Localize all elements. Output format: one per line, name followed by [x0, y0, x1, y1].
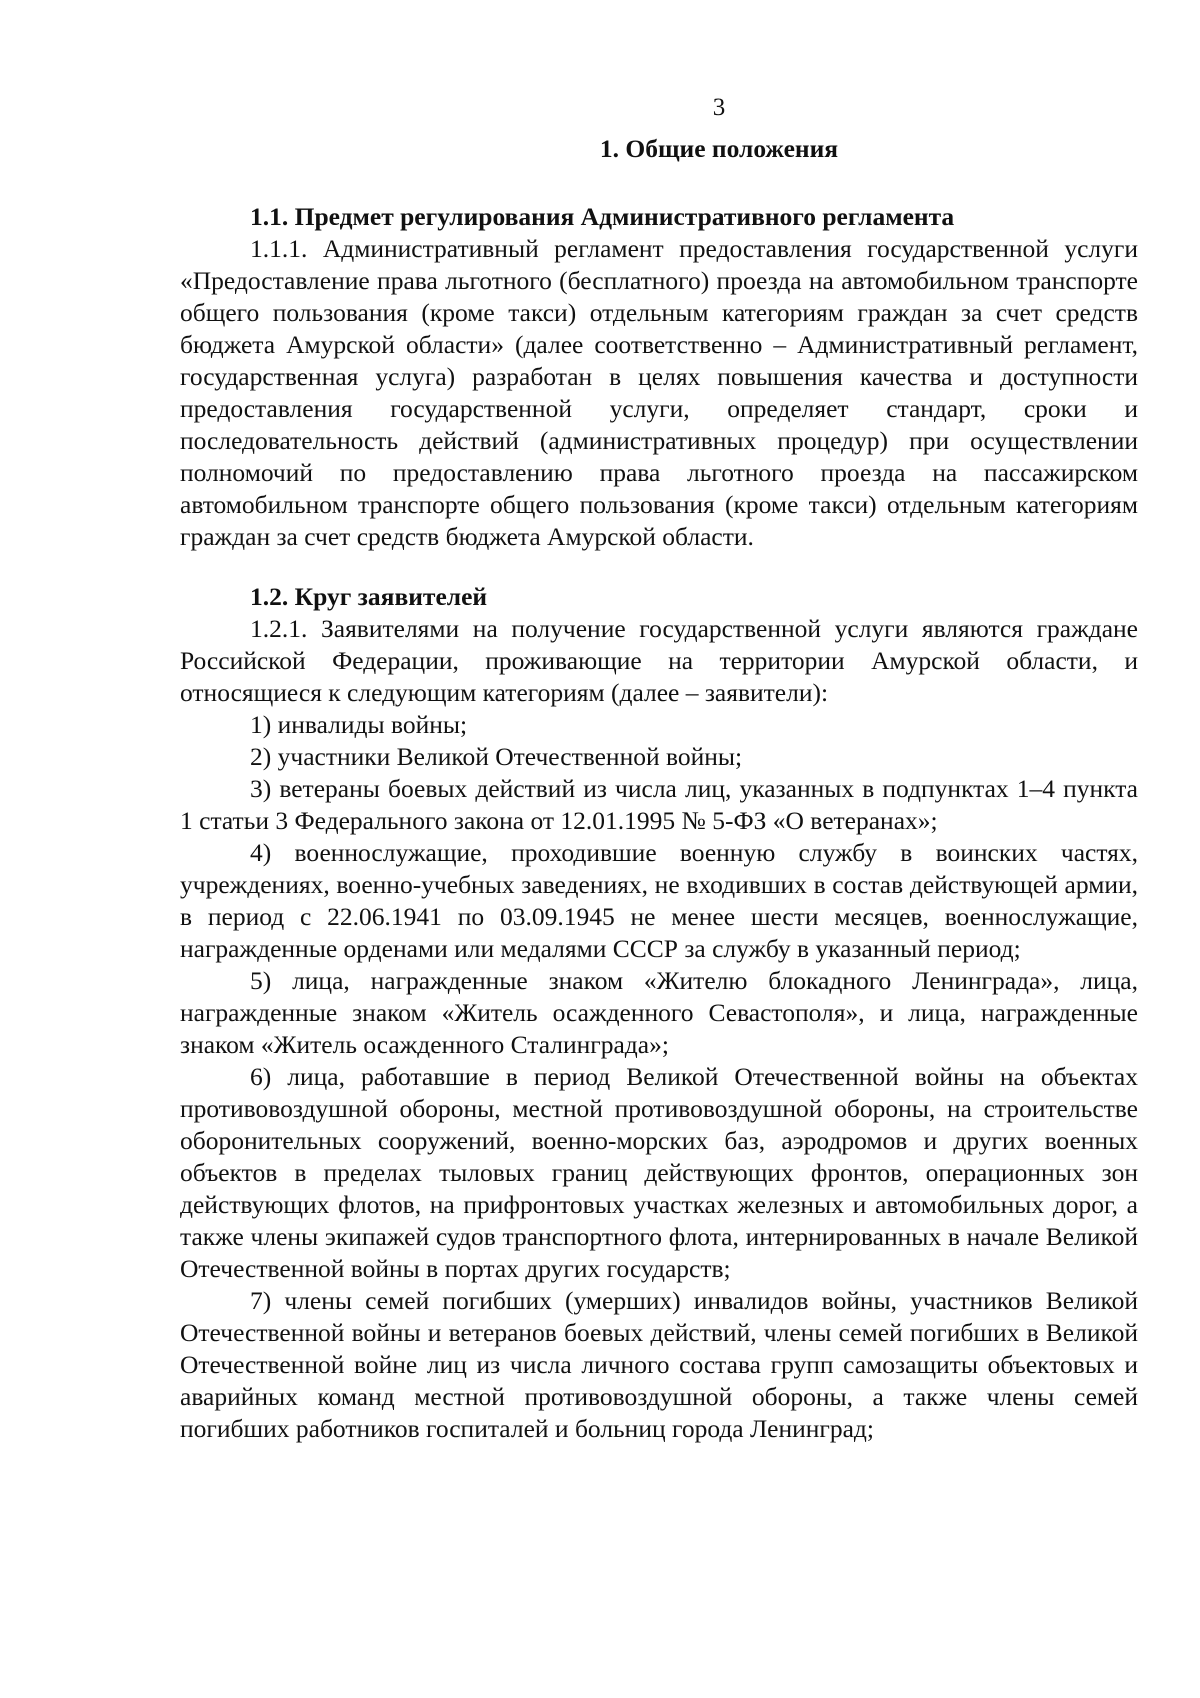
list-item: 7) члены семей погибших (умерших) инвалидов войны, участников Великой Отечественной войны и ветеранов боевых действий, члены семей погибших в Великой Отечественной войне лиц из числа личного состава групп самозащиты объектовых и аварийных команд местной противовоздушной обороны, а также члены семей погибших работников госпиталей и больниц города Ленинград;	[180, 1286, 1138, 1443]
document-page	[180, 95, 1138, 1445]
subsection-title-applicants: 1.2. Круг заявителей	[250, 582, 488, 611]
section-title: 1. Общие положения	[599, 134, 839, 163]
subsection-title-subject: 1.1. Предмет регулирования Административного регламента	[250, 202, 955, 231]
paragraph: 1.2.1. Заявителями на получение государственной услуги являются граждане Российской Федерации, проживающие на территории Амурской области, и относящиеся к следующим категориям (далее – заявители):	[180, 614, 1138, 707]
list-item: 3) ветераны боевых действий из числа лиц, указанных в подпунктах 1–4 пункта 1 статьи 3 Федерального закона от 12.01.1995 № 5-ФЗ «О ветеранах»;	[180, 774, 1138, 835]
list-item: 4) военнослужащие, проходившие военную службу в воинских частях, учреждениях, военно-учебных заведениях, не входивших в состав действующей армии, в период с 22.06.1941 по 03.09.1945 не менее шести месяцев, военнослужащие, награжденные орденами или медалями СССР за службу в указанный период;	[180, 838, 1138, 963]
paragraph: 1.1.1. Административный регламент предоставления государственной услуги «Предоставление права льготного (бесплатного) проезда на автомобильном транспорте общего пользования (кроме такси) отдельным категориям граждан за счет средств бюджета Амурской области» (далее соответственно – Административный регламент, государственная услуга) разработан в целях повышения качества и доступности предоставления государственной услуги, определяет стандарт, сроки и последовательность действий (административных процедур) при осуществлении полномочий по предоставлению права льготного проезда на пассажирском автомобильном транспорте общего пользования (кроме такси) отдельным категориям граждан за счет средств бюджета Амурской области.	[180, 234, 1138, 551]
list-item: 2) участники Великой Отечественной войны;	[250, 742, 743, 771]
subsection-subject	[180, 201, 1138, 553]
subsection-applicants	[180, 581, 1138, 1445]
list-item: 1) инвалиды войны;	[250, 710, 468, 739]
list-item: 5) лица, награжденные знаком «Жителю блокадного Ленинграда», лица, награжденные знаком «Житель осажденного Севастополя», и лица, награжденные знаком «Житель осажденного Сталинграда»;	[180, 966, 1138, 1059]
page-number: 3	[712, 94, 726, 121]
list-item: 6) лица, работавшие в период Великой Отечественной войны на объектах противовоздушной обороны, местной противовоздушной обороны, на строительстве оборонительных сооружений, военно-морских баз, аэродромов и других военных объектов в пределах тыловых границ действующих фронтов, операционных зон действующих флотов, на прифронтовых участках железных и автомобильных дорог, а также члены экипажей судов транспортного флота, интернированных в начале Великой Отечественной войны в портах других государств;	[180, 1062, 1138, 1283]
